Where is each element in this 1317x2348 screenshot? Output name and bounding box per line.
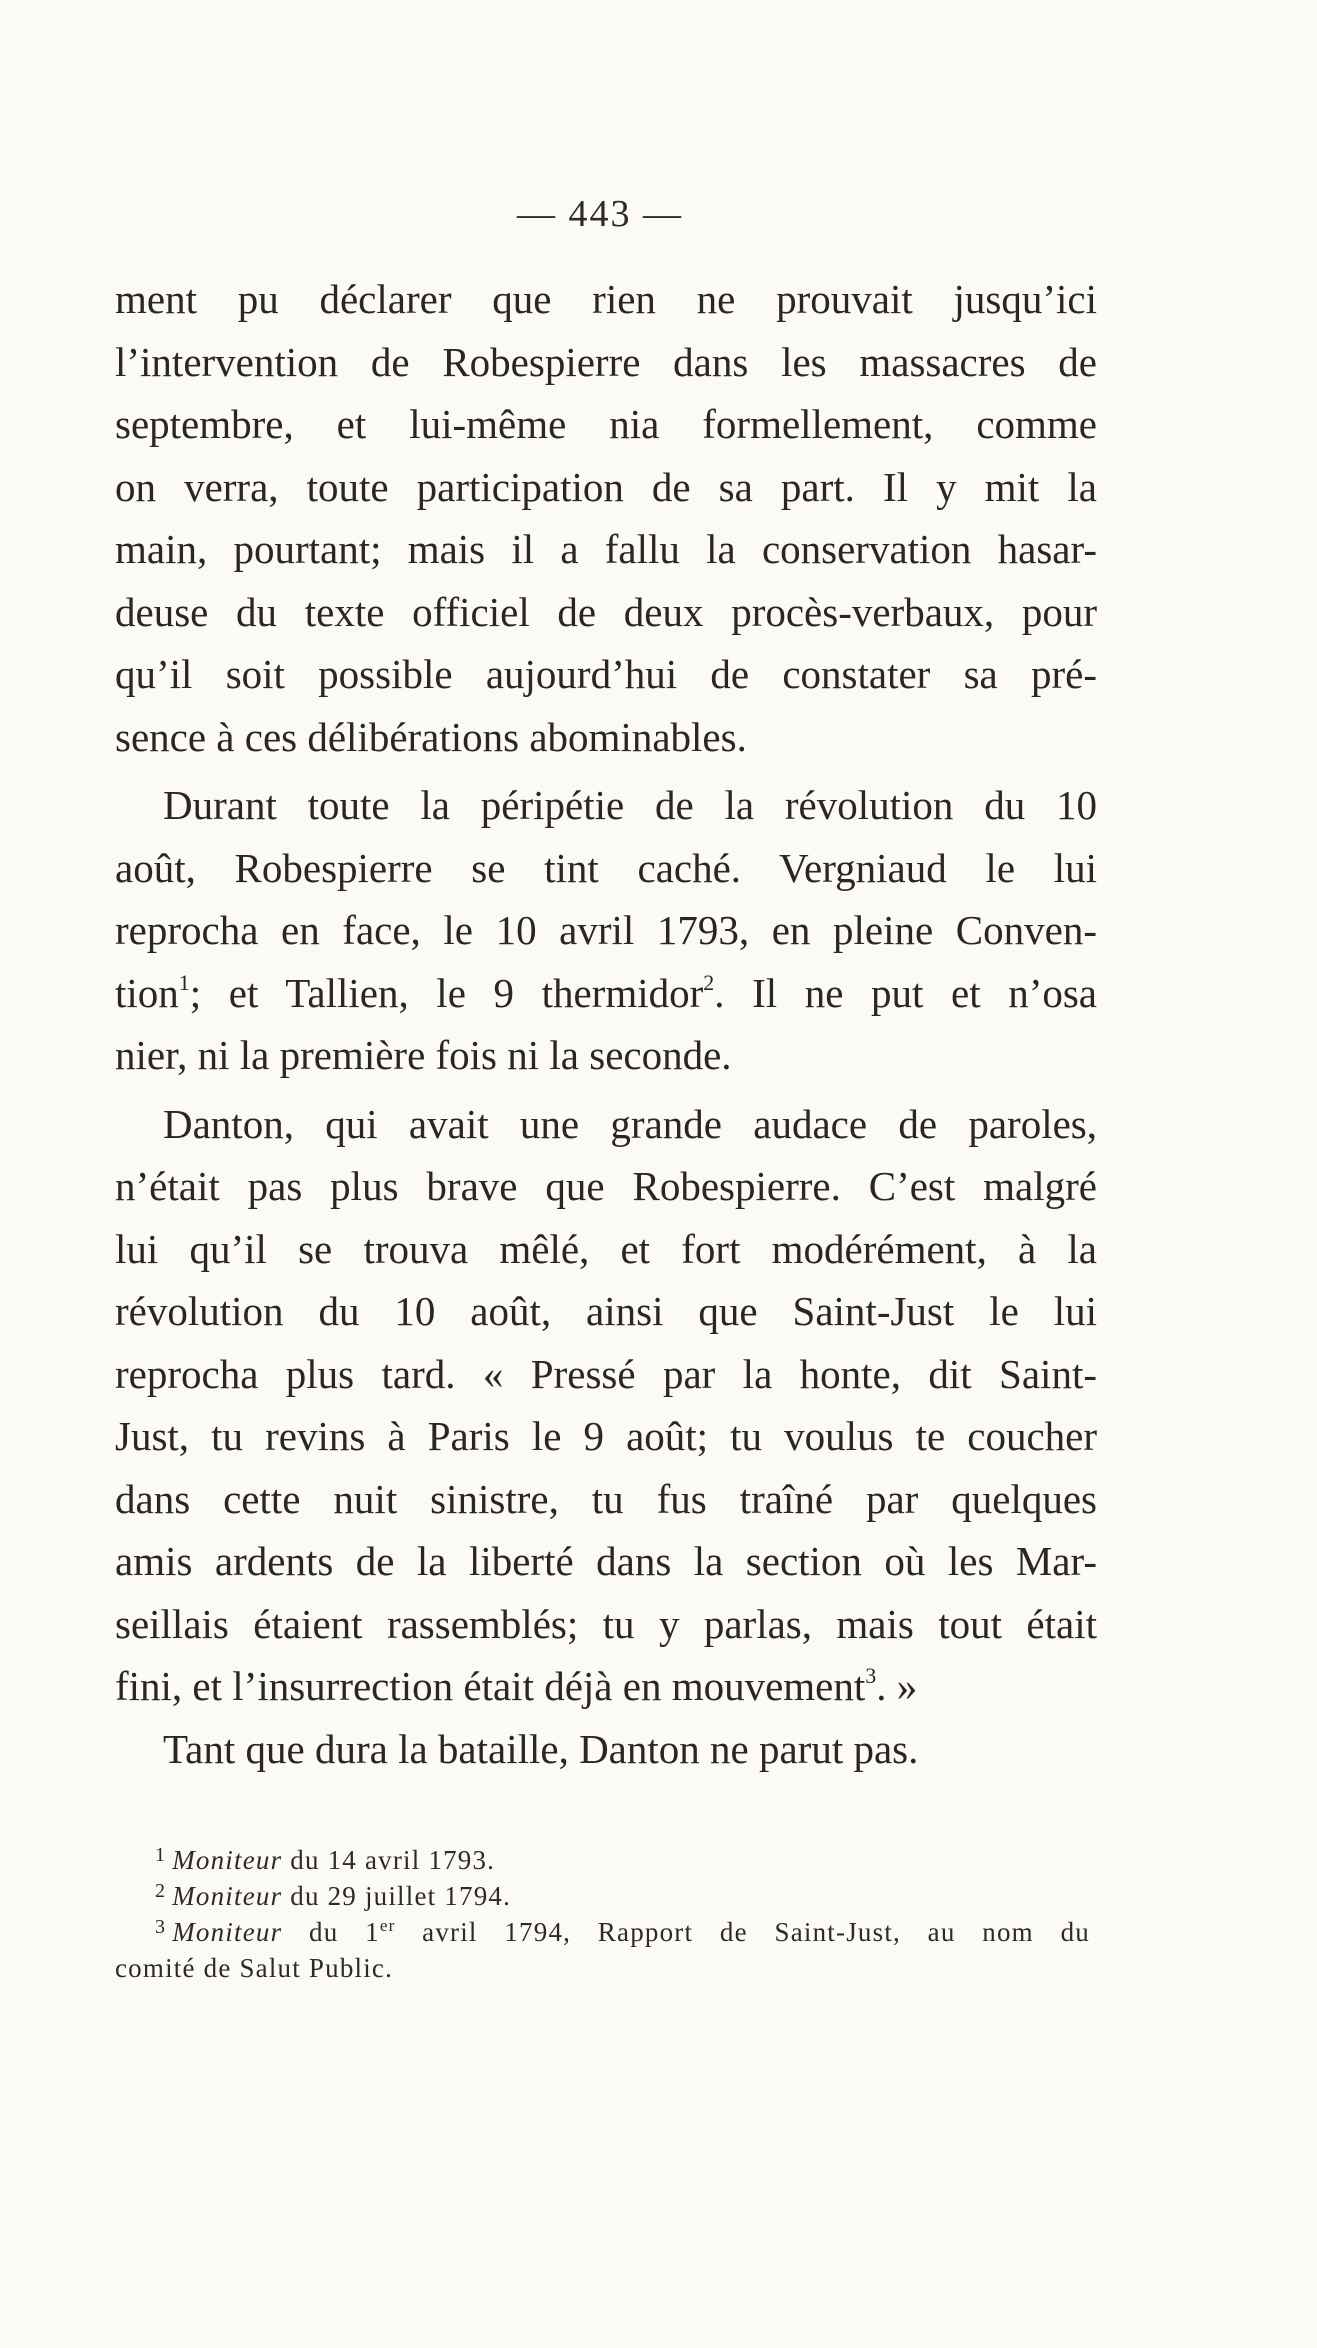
text-line: septembre, et lui-même nia formellement, comme	[115, 401, 1097, 447]
footnote-1	[115, 1842, 1090, 1878]
text-fragment: . »	[876, 1663, 918, 1709]
footnote-2	[115, 1878, 1090, 1914]
text-fragment: tion	[115, 969, 179, 1016]
text-line: août, Robespierre se tint caché. Vergniaud le lui	[115, 844, 1097, 891]
footnote-3	[115, 1914, 1090, 1950]
text-line: Danton, qui avait une grande audace de paroles,	[163, 1100, 1097, 1147]
text-line: révolution du 10 août, ainsi que Saint-Just le lui	[115, 1288, 1097, 1334]
text-line: dans cette nuit sinistre, tu fus traîné par quelques	[115, 1475, 1097, 1522]
text-line: Tant que dura la bataille, Danton ne parut pas.	[163, 1725, 919, 1772]
footnote-mark: 2	[155, 1880, 167, 1902]
text-line: nier, ni la première fois ni la seconde.	[115, 1032, 732, 1078]
footnote-ref: 2	[703, 969, 715, 995]
text-line-with-ref	[115, 1655, 1097, 1718]
text-line: sence à ces délibérations abominables.	[115, 713, 747, 760]
footnote-source: Moniteur	[172, 1881, 283, 1911]
text-line: on verra, toute participation de sa part. Il y mit la	[115, 463, 1097, 510]
text-line: ment pu déclarer que rien ne prouvait jusqu’ici	[115, 276, 1097, 322]
text-line: seillais étaient rassemblés; tu y parlas, mais tout était	[115, 1600, 1097, 1647]
footnote-ref: 3	[865, 1663, 877, 1688]
text-line-with-refs	[115, 962, 1097, 1025]
text-line: reprocha plus tard. « Pressé par la honte, dit Saint-	[115, 1350, 1097, 1397]
footnote-text: avril 1794, Rapport de Saint-Just, au nom du	[395, 1917, 1090, 1947]
footnote-3-continuation: comité de Salut Public.	[115, 1953, 394, 1983]
text-fragment: . Il ne put et n’osa	[714, 969, 1097, 1016]
footnotes	[115, 1842, 1090, 1986]
footnote-superscript: er	[379, 1916, 396, 1935]
text-line: reprocha en face, le 10 avril 1793, en pleine Conven-	[115, 907, 1097, 953]
text-line: lui qu’il se trouva mêlé, et fort modérément, à la	[115, 1225, 1097, 1272]
footnote-mark: 3	[155, 1916, 167, 1938]
text-line: qu’il soit possible aujourd’hui de constater sa pré-	[115, 651, 1097, 697]
text-line: Durant toute la péripétie de la révolution du 10	[163, 782, 1097, 828]
footnote-source: Moniteur	[172, 1845, 283, 1875]
footnote-mark: 1	[155, 1844, 167, 1866]
text-fragment: ; et Tallien, le 9 thermidor	[189, 969, 704, 1016]
footnote-text: du 1	[282, 1917, 380, 1947]
footnote-source: Moniteur	[172, 1917, 283, 1947]
footnote-text: du 29 juillet 1794.	[282, 1881, 512, 1911]
footnote-text: du 14 avril 1793.	[282, 1845, 496, 1875]
text-line: l’intervention de Robespierre dans les massacres de	[115, 338, 1097, 385]
text-fragment: fini, et l’insurrection était déjà en mouvement	[115, 1663, 866, 1709]
text-line: deuse du texte officiel de deux procès-verbaux, pour	[115, 588, 1097, 635]
text-line: amis ardents de la liberté dans la section où les Mar-	[115, 1538, 1097, 1584]
text-line: Just, tu revins à Paris le 9 août; tu voulus te coucher	[115, 1413, 1097, 1459]
text-line: n’était pas plus brave que Robespierre. C’est malgré	[115, 1163, 1097, 1209]
text-line: main, pourtant; mais il a fallu la conservation hasar-	[115, 526, 1097, 572]
page-number: — 443 —	[517, 193, 683, 235]
body-text	[115, 268, 1097, 1780]
footnote-ref: 1	[178, 969, 190, 995]
